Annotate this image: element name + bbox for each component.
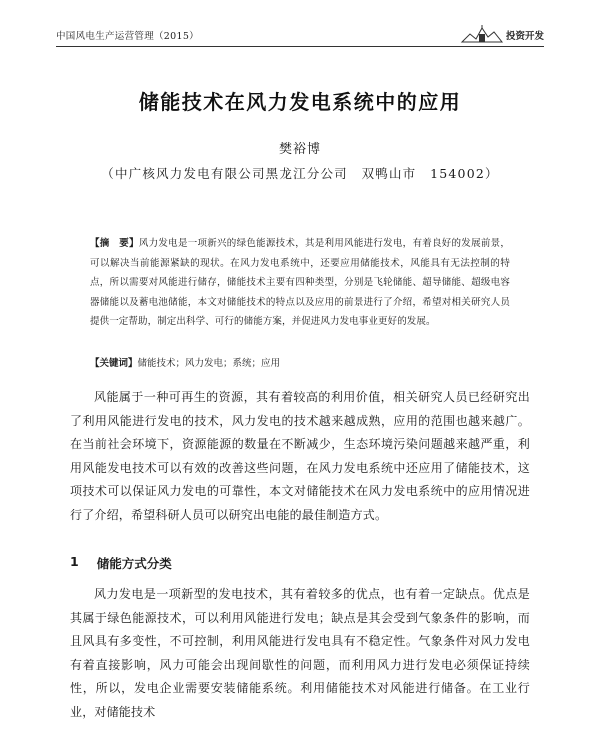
journal-name: 中国风电生产运营管理（2015） [56, 31, 199, 42]
keywords-label: 【关键词】 [90, 358, 138, 369]
section-title: 储能方式分类 [96, 556, 172, 571]
keywords [90, 356, 510, 372]
abstract-text: 风力发电是一项新兴的绿色能源技术，其是利用风能进行发电，有着良好的发展前景，可以解决当前能源紧缺的现状。在风力发电系统中，还要应用储能技术，风能具有无法控制的特点，所以需要对风能进行储存，储能技术主要有四种类型，分别是飞轮储能、超导储能、超级电容器储能以及蓄电池储能，本文对储能技术的特点以及应用的前景进行了介绍，希望对相关研究人员提供一定帮助，制定出科学、可行的储能方案，并促进风力发电事业更好的发展。 [90, 238, 510, 328]
header-column-block [460, 25, 544, 43]
section-heading [70, 554, 172, 572]
intro-paragraph: 风能属于一种可再生的资源，其有着较高的利用价值，相关研究人员已经研究出了利用风能进行发电的技术，风力发电的技术越来越成熟，应用的范围也越来越广。在当前社会环境下，资源能源的数量在不断减少，生态环境污染问题越来越严重，利用风能发电技术可以有效的改善这些问题，在风力发电系统中还应用了储能技术，这项技术可以保证风力发电的可靠性，本文对储能技术在风力发电系统中的应用情况进行了介绍，希望科研人员可以研究出电能的最佳制造方式。 [70, 390, 530, 522]
abstract-label: 【摘 要】 [90, 238, 139, 249]
running-header [56, 24, 544, 47]
article-title: 储能技术在风力发电系统中的应用 [138, 90, 462, 114]
author-name: 樊裕博 [278, 142, 321, 157]
keywords-text: 储能技术；风力发电；系统；应用 [137, 358, 281, 369]
column-name: 投资开发 [505, 31, 544, 42]
section-paragraph: 风力发电是一项新型的发电技术，其有着较多的优点，也有着一定缺点。优点是其属于绿色能源技术，可以利用风能进行发电；缺点是其会受到气象条件的影响，而且风具有多变性，不可控制，利用风能进行发电具有不稳定性。气象条件对风力发电有着直接影响，风力可能会出现间歇性的问题，而利用风力进行发电必须保证持续性，所以，发电企业需要安装储能系统。利用储能技术对风能进行储备。在工业行业，对储能技术 [70, 587, 530, 719]
abstract [90, 234, 510, 332]
pagoda-icon [460, 25, 504, 43]
section-number: 1 [70, 554, 79, 569]
author-affiliation: （中广核风力发电有限公司黑龙江分公司 双鸭山市 154002） [101, 166, 499, 181]
